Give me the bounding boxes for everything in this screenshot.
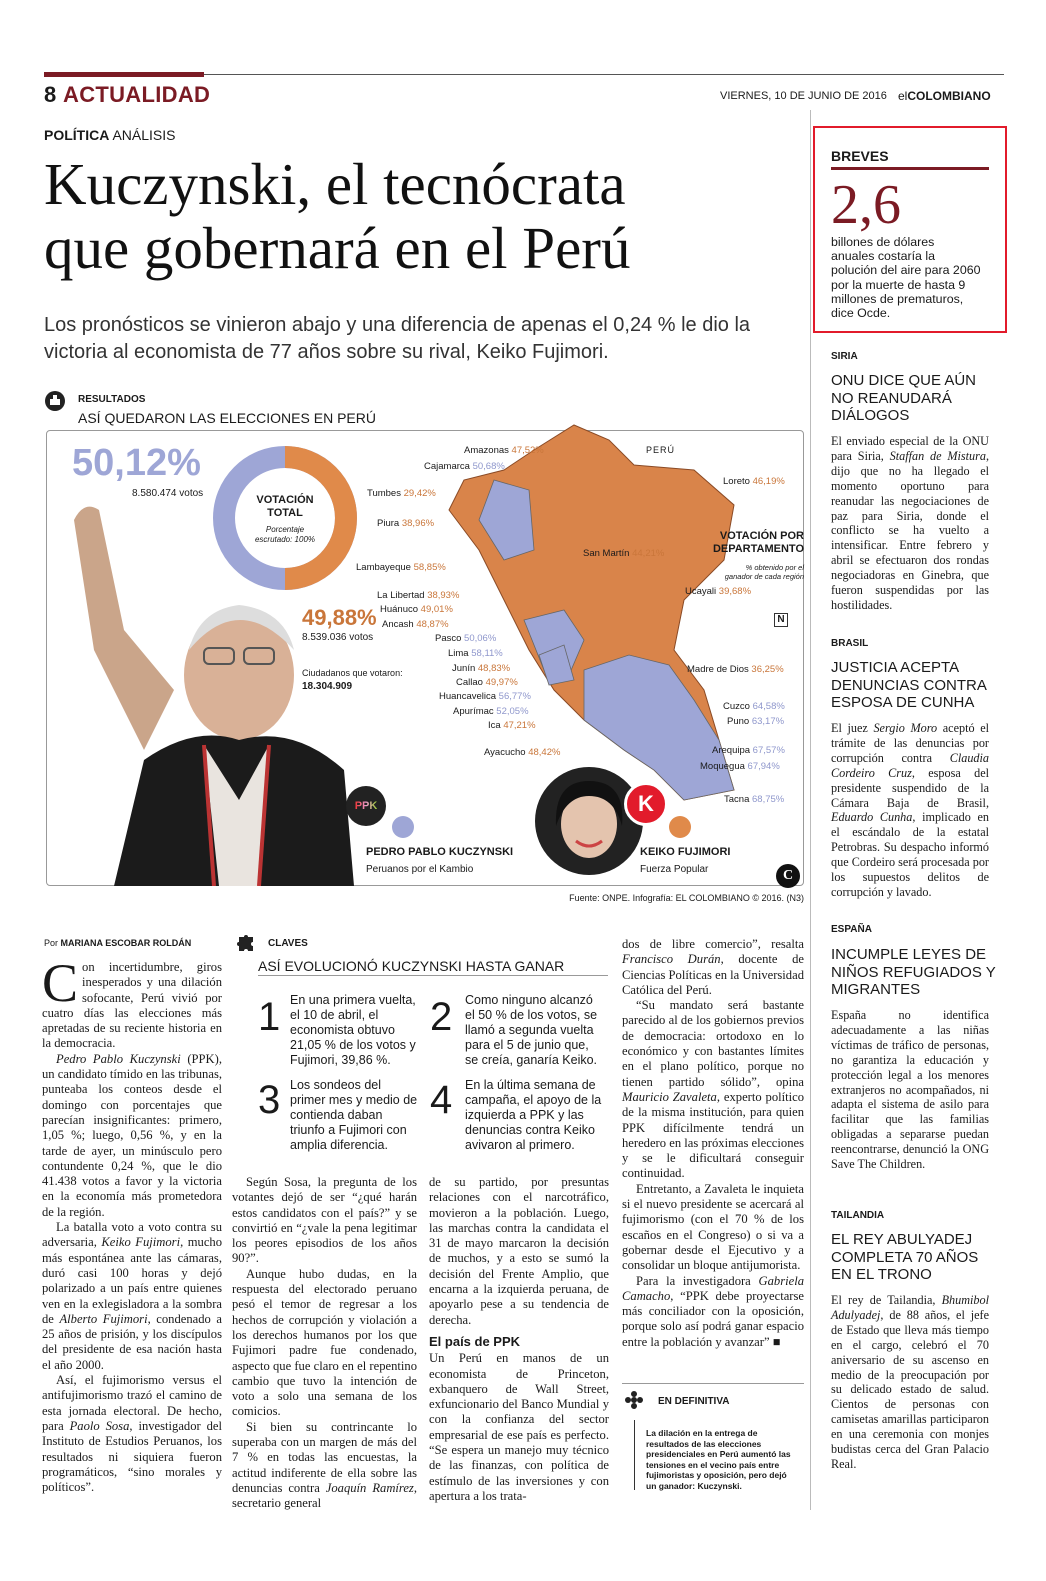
region-name: Huánuco (380, 604, 421, 615)
region-label (583, 548, 664, 559)
paragraph: Aunque hubo dudas, en la respuesta del electorado peruano pesó el temor de regresar a los hechos de corrupción y violación a los derechos humanos por los que Fujimori padre fue condenado, aspecto que fue claro en el repentino cambio que tuvo la intención de voto a solo una semana de los comicios. (232, 1266, 417, 1419)
person-name: Bhumibol Adulyadej (831, 1293, 989, 1322)
body-column-4 (622, 937, 804, 1350)
paper-prefix: el (898, 89, 908, 103)
region-value: 58,11% (471, 648, 503, 659)
region-value: 56,77% (498, 691, 531, 702)
region-value: 48,83% (477, 663, 511, 674)
paragraph: de su partido, por presuntas relaciones con el narcotráfico, movieron a la población. Luego, las marchas contra la candidata el 31 de mayo marcaron la decisión de muchos, y a esto se sumó la decisión del Frente Amplio, que encarna a la izquierda peruana, de apoyarlo pese a su tendencia de derecha. (429, 1175, 609, 1327)
paragraph-text: (PPK), un candidato tímido en las tribunas, punteaba los conteos desde el domingo con porcentajes que parecían insignificantes: primero, 1,05 %; luego, 0,56 %, y en la tarde de ayer, un minúsculo pero contundente 0,24 %, que le dio 41.438 votos a favor y la victoria en la economía más prometedora de la región. (42, 1051, 222, 1219)
person-name: Francisco Durán (622, 952, 721, 967)
ppk-percentage: 50,12% (72, 442, 201, 484)
brief-text: , implicado en el escándalo de la estatal Petrobras. Su despacho informó que Cordeiro será procesada por los supuestos delitos de corrupción y lavado. (831, 810, 989, 899)
paragraph-text: Así, el fujimorismo versus el antifujimorismo trazó el camino de esta jornada electoral. De hecho, para (42, 1373, 222, 1433)
region-name: Lima (448, 648, 472, 659)
region-label (377, 518, 434, 529)
breves-figure: 2,6 (831, 174, 901, 236)
region-name: Huancavelica (439, 691, 499, 702)
brief-text: El rey de Tailandia, (831, 1293, 942, 1307)
person-name: Sergio Moro (873, 721, 938, 735)
person-name: Staffan de Mistura (889, 448, 986, 463)
region-value: 67,57% (752, 745, 785, 756)
clave-number-2: 2 (430, 995, 453, 1039)
region-name: Cajamarca (424, 461, 473, 472)
citizens-value: 18.304.909 (302, 681, 353, 692)
donut-sub-1: Porcentaje (265, 525, 305, 534)
clave-number-4: 4 (430, 1078, 453, 1122)
sidebar-divider (810, 110, 811, 1510)
breves-label: BREVES (831, 148, 889, 164)
ppk-color-dot (392, 816, 414, 838)
region-value: 68,75% (752, 794, 785, 805)
region-label (727, 716, 784, 727)
paragraph (622, 998, 804, 1182)
region-name: Tacna (724, 794, 752, 805)
fujimori-color-dot (669, 816, 691, 838)
region-label (382, 619, 449, 630)
page-number: 8 (44, 82, 57, 107)
person-name: Paolo Sosa (69, 1418, 130, 1433)
region-value: 58,85% (413, 562, 446, 573)
paper-title: COLOMBIANO (907, 89, 991, 103)
region-label (723, 701, 785, 712)
person-name: Pedro Pablo Kuczynski (56, 1051, 181, 1066)
paragraph-text: Para la investigadora (636, 1273, 759, 1288)
definitiva-side-rule (634, 1420, 635, 1490)
body-column-2 (232, 1175, 417, 1512)
definitiva-text: La dilación en la entrega de resultados de las elecciones presidenciales en Perú aumentó las tensiones en el vecino país entre fujimoristas y oposición, pero dejó un ganador: Kuczynski. (646, 1428, 791, 1491)
paragraph-text: , mucho más espontánea ante las cámaras, duró casi 100 horas y dejó polarizado a un país entre quienes ven en la exlegisladora a la sombra de (42, 1235, 223, 1326)
brief-text: El enviado especial de la ONU para Siria, (831, 434, 989, 463)
region-name: Puno (727, 716, 752, 727)
paragraph: Según Sosa, la pregunta de los votantes dejó de ser “¿qué harán estos candidatos con el país?” y se convirtió en “¿vale la pena legitimar los peores episodios de los años 90?”. (232, 1175, 417, 1266)
paragraph-text: dos de libre comercio”, resalta (622, 937, 804, 951)
brief-text: , dijo que no ha llegado el momento oportuno para reanudar las negociaciones de paz para Siria, donde el conflicto se ha vuelto a intensificar. Entre febrero y abril se efectuaron dos rondas negociadoras en Ginebra, que fueron suspendidas por las hostilidades. (831, 448, 989, 612)
region-label (685, 586, 751, 597)
byline (44, 938, 191, 948)
map-country-label: PERÚ (646, 445, 676, 455)
paragraph-text: La batalla voto a voto contra su adversaria, (42, 1220, 222, 1250)
region-name: Pasco (435, 633, 465, 644)
department-subtitle (684, 563, 804, 581)
region-label (435, 633, 496, 644)
standfirst: Los pronósticos se vinieron abajo y una diferencia de apenas el 0,24 % le dio la victoria al economista de 77 años sobre su rival, Keiko Fujimori. (44, 314, 751, 363)
region-value: 39,68% (718, 586, 752, 597)
person-name: Joaquín Ramírez (325, 1480, 414, 1495)
brief-category: BRASIL (831, 638, 869, 649)
clave-text-1: En una primera vuelta, el 10 de abril, el economista obtuvo 21,05 % de los votos y Fujimori, 39,86 %. (290, 993, 416, 1067)
ppk-votes: 8.580.474 votos (132, 488, 204, 499)
fujimori-votes: 8.539.036 votos (302, 632, 374, 643)
paragraph-text: , experto político de la misma institución, para quien PPK difícilmente tendrá un heredero en las próximas elecciones y se le dificultará conseguir continuidad. (622, 1089, 805, 1181)
region-name: Tumbes (367, 488, 404, 499)
article-kicker (44, 127, 176, 143)
byline-author: MARIANA ESCOBAR ROLDÁN (60, 938, 192, 948)
person-name: Keiko Fujimori (101, 1235, 181, 1250)
clave-text-2: Como ninguno alcanzó el 50 % de los votos, se llamó a segunda vuelta para el 5 de junio que, se creía, ganaría Keiko. (465, 993, 598, 1067)
header-accent-bar (44, 72, 204, 77)
dept-sub-2: ganador de cada región (724, 572, 804, 581)
region-name: La Libertad (377, 590, 428, 601)
region-label (424, 461, 505, 472)
donut-title-1: VOTACIÓN (256, 494, 314, 506)
brief-headline: EL REY ABULYADEJ COMPLETA 70 AÑOS EN EL TRONO (831, 1231, 979, 1283)
paragraph-text: , secretario general (232, 1480, 417, 1511)
paragraph-text: “Su mandato será bastante parecido al de los gobiernos previos de democracia: ortodoxo en lo económico y con bastantes límites en el plano político, porque no tienen partido sólido”, opina (622, 998, 804, 1089)
brief-text: El juez (831, 721, 874, 735)
paragraph (622, 1274, 804, 1350)
region-label (464, 445, 544, 456)
section-name: ACTUALIDAD (63, 82, 211, 107)
paragraph-text: , condenado a 25 años de prisión, y los discípulos del presidente de esa nación hasta el año 2000. (42, 1311, 222, 1372)
paragraph: Entretanto, a Zavaleta le inquieta si el nuevo presidente se acercará al fujimorismo (con el 70 % de los escaños en el Congreso) o si va a gobernar desde el Ejecutivo y a consolidar un bloque antijumorista. (622, 1181, 804, 1273)
fujimori-percentage: 49,88% (302, 605, 377, 630)
region-value: 38,96% (401, 518, 435, 529)
brief-category: SIRIA (831, 351, 858, 362)
region-label (452, 663, 510, 674)
region-label (439, 691, 531, 702)
headline-line-1: Kuczynski, el tecnócrata (44, 151, 626, 217)
fujimori-logo: K (624, 782, 668, 826)
dept-sub-1: % obtenido por el (745, 563, 804, 572)
paragraph-text: , investigador del Instituto de Estudios Peruanos, los resultados ni siquiera fueron programáticos, “sino morales y políticos”. (42, 1418, 223, 1495)
region-label (484, 747, 560, 758)
flower-icon (624, 1390, 644, 1410)
region-name: Callao (456, 677, 486, 688)
brief-text: , de 88 años, el jefe de Estado que lleva más tiempo en el cargo, celebró el 70 aniversario de su ascenso en medio de la preocupación por su delicado estado de salud. Cientos de personas con camisetas amarillas participaron en una ceremonia con monjes budistas cerca del Gran Palacio Real. (831, 1307, 989, 1471)
region-value: 47,21% (503, 720, 536, 731)
region-value: 38,93% (427, 590, 460, 601)
region-label (367, 488, 436, 499)
region-value: 48,87% (416, 619, 449, 630)
citizens-label: Ciudadanos que votaron: (302, 668, 403, 678)
region-value: 64,58% (752, 701, 785, 712)
ppk-party: Peruanos por el Kambio (366, 864, 474, 875)
brief-body (831, 434, 989, 613)
clave-text-3: Los sondeos del primer mes y medio de contienda daban triunfo a Fujimori con amplia diferencia. (290, 1078, 418, 1152)
claves-rule (258, 975, 608, 976)
region-label (712, 745, 785, 756)
ppk-logo (346, 786, 386, 826)
region-value: 50,06% (464, 633, 497, 644)
region-name: Arequipa (712, 745, 753, 756)
brief-category: TAILANDIA (831, 1210, 885, 1221)
dept-title-2: DEPARTAMENTO (712, 543, 804, 555)
election-infographic (44, 390, 806, 910)
brief-text: aceptó el trámite de las denuncias por corrupción contra (831, 721, 989, 765)
department-title (704, 530, 804, 556)
clave-number-3: 3 (258, 1078, 281, 1122)
region-label (700, 761, 780, 772)
region-name: Ica (488, 720, 504, 731)
elcolombiano-logo-icon: C (776, 864, 800, 888)
north-arrow-icon: N (774, 613, 788, 627)
person-name: Mauricio Zavaleta (622, 1089, 717, 1104)
body-column-1 (42, 953, 223, 1495)
region-label (377, 590, 459, 601)
graphic-source: Fuente: ONPE. Infografía: EL COLOMBIANO © 2016. (N3) (569, 893, 804, 903)
region-value: 49,01% (420, 604, 453, 615)
region-name: Apurímac (453, 706, 497, 717)
breves-text: billones de dólares anuales costaría la polución del aire para 2060 por la muerte de hasta 9 millones de prematuros, dice Ocde. (831, 235, 981, 321)
paragraph (42, 1220, 222, 1373)
brief-headline: JUSTICIA ACEPTA DENUNCIAS CONTRA ESPOSA DE CUNHA (831, 659, 987, 711)
region-label (380, 604, 453, 615)
puzzle-icon (236, 934, 256, 954)
person-name: Eduardo Cunha (831, 810, 913, 825)
region-name: Cuzco (723, 701, 753, 712)
region-name: Lambayeque (356, 562, 414, 573)
brief-body (831, 721, 989, 900)
claves-title: ASÍ EVOLUCIONÓ KUCZYNSKI HASTA GANAR (258, 958, 565, 974)
region-value: 46,19% (752, 476, 785, 487)
ppk-name: PEDRO PABLO KUCZYNSKI (366, 846, 514, 858)
fujimori-photo (534, 766, 644, 876)
peru-map (434, 420, 744, 820)
issue-date: VIERNES, 10 DE JUNIO DE 2016 (720, 90, 887, 102)
brief-body: España no identifica adecuadamente a las niñas víctimas de tráfico de personas, no garantiza la educación y protección legal a los menores extranjeros no acompañados, ni adapta el sistema de asilo para facilitar que las familias obligadas a separarse puedan reencontrarse, denunció la ONG Save The Children. (831, 1008, 989, 1172)
region-label (356, 562, 446, 573)
person-name: Gabriela Camacho (622, 1273, 804, 1303)
brief-body (831, 1293, 989, 1472)
body-column-3 (429, 1175, 609, 1504)
paragraph (232, 1420, 417, 1512)
headline-line-2: que gobernará en el Perú (44, 215, 631, 281)
paragraph (42, 953, 222, 1052)
clave-text-4: En la última semana de campaña, el apoyo de la izquierda a PPK y las denuncias contra Keiko avivaron al primero. (465, 1078, 602, 1152)
region-name: Piura (377, 518, 402, 529)
region-name: Ucayali (685, 586, 719, 597)
region-name: Moquegua (700, 761, 748, 772)
region-name: Loreto (723, 476, 753, 487)
kicker-type: ANÁLISIS (112, 127, 176, 143)
claves-label: CLAVES (268, 938, 308, 949)
region-value: 49,97% (485, 677, 518, 688)
drop-cap: C (42, 953, 79, 1013)
paragraph-text: , “PPK debe proyectarse más conciliador con la oposición, porque solo así podrá ganar espacio entre la población y avanzar” ■ (622, 1288, 804, 1349)
headline (44, 152, 804, 280)
graphic-title: ASÍ QUEDARON LAS ELECCIONES EN PERÚ (78, 410, 376, 426)
region-value: 67,94% (747, 761, 780, 772)
paragraph (622, 937, 804, 998)
kicker-section: POLÍTICA (44, 127, 110, 143)
paragraph: Un Perú en manos de un economista de Princeton, exbanquero de Wall Street, exfuncionario del Banco Mundial y con la confianza del sector empresarial de ese país es perfecto. “Se espera un manejo muy técnico de las finanzas, con política de estímulo de las inversiones y con apertura a los trata- (429, 1351, 609, 1503)
region-value: 63,17% (751, 716, 785, 727)
newspaper-name (898, 89, 991, 103)
region-label (456, 677, 518, 688)
brief-headline: ONU DICE QUE AÚN NO REANUDARÁ DIÁLOGOS (831, 372, 977, 424)
region-label (687, 664, 784, 675)
region-name: Ayacucho (484, 747, 529, 758)
donut-sub-2: escrutado: 100% (254, 535, 316, 544)
results-icon (44, 390, 66, 412)
fujimori-name: KEIKO FUJIMORI (640, 846, 731, 858)
region-value: 50,68% (472, 461, 505, 472)
region-label (448, 648, 503, 659)
subheading: El país de PPK (429, 1333, 521, 1349)
region-name: Amazonas (464, 445, 512, 456)
ppk-logo-text: PPK (354, 800, 378, 812)
region-value: 44,21% (632, 548, 665, 559)
person-name: Alberto Fujimori (59, 1311, 148, 1326)
brief-headline: INCUMPLE LEYES DE NIÑOS REFUGIADOS Y MIGRANTES (831, 946, 996, 998)
region-label (723, 476, 785, 487)
region-value: 29,42% (403, 488, 436, 499)
fujimori-party: Fuerza Popular (640, 864, 709, 875)
definitiva-rule (622, 1383, 804, 1384)
region-name: Madre de Dios (687, 664, 752, 675)
region-name: Ancash (382, 619, 417, 630)
region-label (724, 794, 784, 805)
paragraph-text: , docente de Ciencias Políticas en la Universidad Católica del Perú. (622, 952, 804, 997)
person-name: Claudia Cordeiro Cruz (831, 750, 989, 780)
region-label (453, 706, 529, 717)
clave-number-1: 1 (258, 995, 281, 1039)
paragraph (42, 1052, 222, 1220)
brief-text: , esposa del presidente suspendido de la Cámara Baja de Brasil, (831, 765, 989, 810)
dept-title-1: VOTACIÓN POR (719, 530, 804, 542)
region-value: 47,52% (511, 445, 544, 456)
region-value: 52,05% (496, 706, 529, 717)
region-value: 36,25% (751, 664, 784, 675)
region-value: 48,42% (528, 747, 561, 758)
byline-prefix: Por (44, 938, 59, 948)
breves-rule (831, 167, 989, 170)
region-name: Junín (452, 663, 478, 674)
kuczynski-photo (54, 500, 354, 886)
definitiva-label: EN DEFINITIVA (658, 1396, 730, 1407)
donut-title-2: TOTAL (267, 507, 303, 519)
paragraph-text: on incertidumbre, giros inesperados y una dilación sofocante, Perú vivió por cuatro días las elecciones más apretadas de su reciente historia en la democracia. (42, 960, 222, 1051)
region-name: San Martín (583, 548, 633, 559)
brief-category: ESPAÑA (831, 924, 872, 935)
graphic-label: RESULTADOS (78, 394, 146, 405)
region-label (488, 720, 536, 731)
paragraph-text: Si bien su contrincante lo superaba con un margen de más del 7 % en todas las encuestas, la actitud indiferente de ella sobre las denuncias contra (232, 1419, 417, 1495)
paragraph (42, 1373, 222, 1495)
